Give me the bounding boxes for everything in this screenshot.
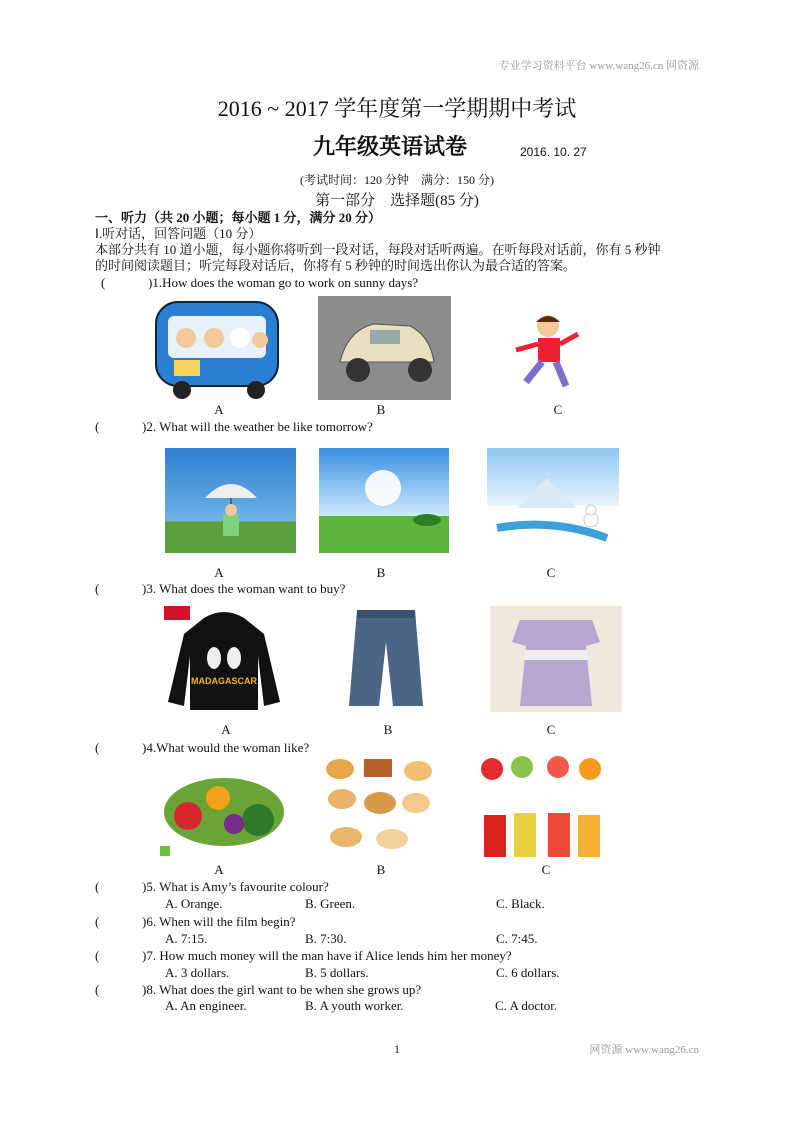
option-a: A. 7:15.: [165, 931, 208, 946]
exam-title: 2016 ~ 2017 学年度第一学期期中考试: [217, 96, 577, 121]
car-image: [318, 296, 451, 400]
walking-boy-image: [514, 312, 582, 398]
answer-paren: (: [101, 275, 106, 290]
option-label: B: [376, 862, 386, 877]
subsection-heading: Ⅰ.听对话，回答问题（10 分）: [95, 226, 262, 241]
page-number: 1: [394, 1042, 400, 1056]
option-label: A: [214, 862, 224, 877]
option-label: A: [214, 565, 224, 580]
dress-image: [490, 606, 622, 712]
question-1: )1.How does the woman go to work on sunny days?: [148, 275, 419, 290]
question-5: )5. What is Amy’s favourite colour?: [142, 879, 329, 894]
answer-paren: (: [95, 740, 100, 755]
option-label: C: [541, 862, 551, 877]
answer-paren: (: [95, 419, 100, 434]
option-label: B: [376, 402, 386, 417]
option-label: B: [383, 722, 393, 737]
juice-image: [474, 753, 607, 860]
option-label: C: [546, 565, 556, 580]
exam-subtitle: 九年级英语试卷: [313, 134, 468, 159]
hoodie-image: [164, 606, 284, 712]
question-6: )6. When will the film begin?: [142, 914, 296, 929]
question-2: )2. What will the weather be like tomorrow?: [142, 419, 373, 434]
option-b: B. 7:30.: [305, 931, 347, 946]
option-b: B. A youth worker.: [305, 998, 404, 1013]
footer-watermark: 网资源 www.wang26.cn: [589, 1044, 699, 1056]
bread-image: [318, 753, 447, 860]
snowy-image: [487, 448, 619, 553]
option-label: C: [553, 402, 563, 417]
question-8: )8. What does the girl want to be when she grows up?: [142, 982, 422, 997]
answer-paren: (: [95, 914, 100, 929]
question-7: )7. How much money will the man have if Alice lends him her money?: [142, 948, 512, 963]
question-3: )3. What does the woman want to buy?: [142, 581, 346, 596]
exam-info: (考试时间：120 分钟 满分：150 分): [300, 173, 494, 187]
answer-paren: (: [95, 948, 100, 963]
question-4: )4.What would the woman like?: [142, 740, 310, 755]
hoodie-text: MADAGASCAR: [191, 676, 257, 686]
option-b: B. 5 dollars.: [305, 965, 369, 980]
option-label: C: [546, 722, 556, 737]
sunny-image: [319, 448, 449, 553]
option-a: A. An engineer.: [165, 998, 247, 1013]
part-heading: 第一部分 选择题(85 分): [315, 193, 479, 209]
rainy-image: [165, 448, 296, 553]
instructions-line: 本部分共有 10 道小题，每小题你将听到一段对话，每段对话听两遍。在听每段对话前，你有 5 秒钟: [95, 242, 661, 257]
header-watermark: 专业学习资料平台 www.wang26.cn 网资源: [498, 60, 699, 72]
option-a: A. 3 dollars.: [165, 965, 230, 980]
option-label: A: [221, 722, 231, 737]
jeans-image: [323, 606, 449, 712]
bus-image: [152, 296, 282, 400]
answer-paren: (: [95, 982, 100, 997]
option-c: C. A doctor.: [495, 998, 558, 1013]
option-b: B. Green.: [305, 896, 356, 911]
option-c: C. Black.: [496, 896, 545, 911]
option-c: C. 7:45.: [496, 931, 538, 946]
option-a: A. Orange.: [165, 896, 223, 911]
option-c: C. 6 dollars.: [496, 965, 560, 980]
answer-paren: (: [95, 879, 100, 894]
option-label: A: [214, 402, 224, 417]
exam-date: 2016. 10. 27: [520, 145, 587, 159]
answer-paren: (: [95, 581, 100, 596]
section-heading: 一、听力（共 20 小题；每小题 1 分，满分 20 分）: [95, 210, 382, 225]
option-label: B: [376, 565, 386, 580]
instructions-line: 的时间阅读题目；听完每段对话后，你将有 5 秒钟的时间选出你认为最合适的答案。: [95, 258, 577, 273]
fruits-image: [158, 762, 289, 860]
